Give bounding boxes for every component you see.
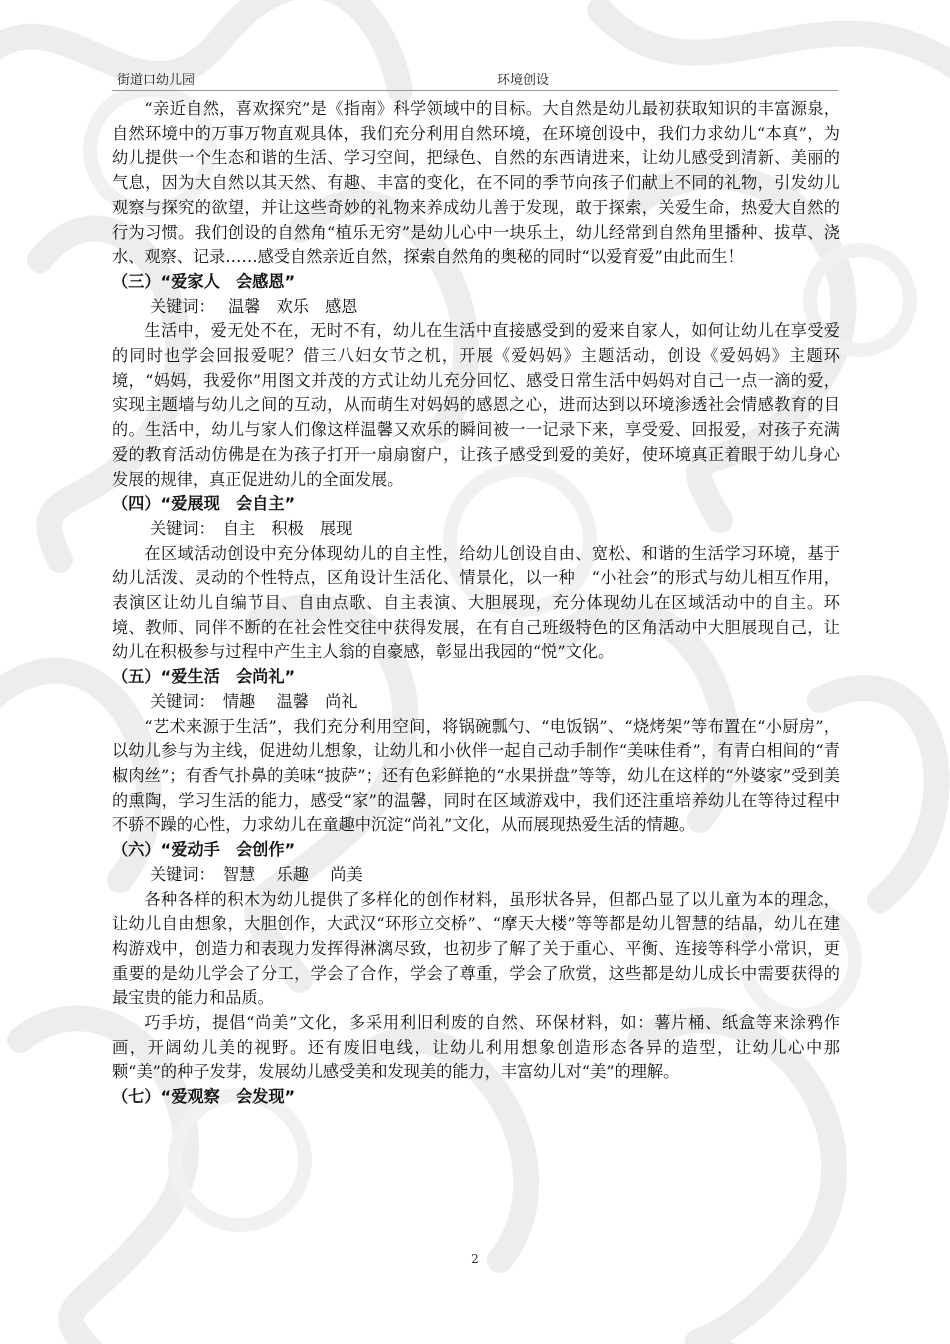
document-body — [112, 97, 840, 1110]
body-paragraph: 巧手坊，提倡“尚美”文化，多采用利旧利废的自然、环保材料，如：薯片桶、纸盒等来涂鸦作画，开阔幼儿美的视野。还有废旧电线，让幼儿利用想象创造形态各异的造型，让幼儿心中那颗“美”的种子发芽，发展幼儿感受美和发现美的能力，丰富幼儿对“美”的理解。 — [112, 1013, 840, 1082]
header-school-name: 街道口幼儿园 — [117, 73, 196, 88]
section-heading: （三）“爱家人 会感恩” — [112, 271, 296, 291]
body-paragraph: “亲近自然，喜欢探究”是《指南》科学领域中的目标。大自然是幼儿最初获取知识的丰富源泉，自然环境中的万事万物直观具体，我们充分利用自然环境，在环境创设中，我们力求幼儿“本真”，为幼儿提供一个生态和谐的生活、学习空间，把绿色、自然的东西请进来，让幼儿感受到清新、美丽的气息，因为大自然以其天然、有趣、丰富的变化，在不同的季节向孩子们献上不同的礼物，引发幼儿观察与探究的欲望，并让这些奇妙的礼物来养成幼儿善于发现，敢于探索，关爱生命，热爱大自然的行为习惯。我们创设的自然角“植乐无穷”是幼儿心中一块乐土，幼儿经常到自然角里播种、拔草、浇水、观察、记录……感受自然亲近自然，探索自然角的奥秘的同时“以爱育爱”由此而生！ — [112, 99, 840, 267]
section-heading: （四）“爱展现 会自主” — [112, 494, 296, 514]
section-heading: （五）“爱生活 会尚礼” — [112, 667, 296, 687]
body-paragraph: “艺术来源于生活”，我们充分利用空间，将锅碗瓢勺、“电饭锅”、“烧烤架”等布置在“小厨房”，以幼儿参与为主线，促进幼儿想象，让幼儿和小伙伴一起自己动手制作“美味佳肴”，有青白相间的“青椒肉丝”；有香气扑鼻的美味“披萨”；还有色彩鲜艳的“水果拼盘”等等，幼儿在这样的“外婆家”受到美的熏陶，学习生活的能力，感受“家”的温馨，同时在区域游戏中，我们还注重培养幼儿在等待过程中不骄不躁的心性，力求幼儿在童趣中沉淀“尚礼”文化，从而展现热爱生活的情趣。 — [112, 716, 840, 835]
keywords-line: 关键词： 温馨 欢乐 感恩 — [150, 296, 358, 316]
keywords-line: 关键词： 情趣 温馨 尚礼 — [150, 691, 358, 711]
section-heading: （六）“爱动手 会创作” — [112, 840, 296, 860]
keywords-line: 关键词： 自主 积极 展现 — [150, 518, 353, 538]
section-heading: （七）“爱观察 会发现” — [112, 1087, 296, 1107]
body-paragraph: 在区域活动创设中充分体现幼儿的自主性，给幼儿创设自由、宽松、和谐的生活学习环境，基于幼儿活泼、灵动的个性特点，区角设计生活化、情景化，以一种 “小社会”的形式与幼儿相互作用，表演区让幼儿自编节目、自由点歌、自主表演、大胆展现，充分体现幼儿在区域活动中的自主。环境、教师、同伴不断的在社会性交往中获得发展，在有自己班级特色的区角活动中大胆展现自己，让幼儿在积极参与过程中产生主人翁的自豪感，彰显出我园的“悦”文化。 — [112, 543, 840, 662]
header-section-title: 环境创设 — [497, 73, 550, 88]
keywords-line: 关键词： 智慧 乐趣 尚美 — [150, 864, 363, 884]
page-number: 2 — [471, 1252, 479, 1266]
header-divider — [112, 90, 838, 91]
body-paragraph: 各种各样的积木为幼儿提供了多样化的创作材料，虽形状各异，但都凸显了以儿童为本的理念，让幼儿自由想象，大胆创作，大武汉“环形立交桥”、“摩天大楼”等等都是幼儿智慧的结晶，幼儿在建构游戏中，创造力和表现力发挥得淋漓尽致，也初步了解了关于重心、平衡、连接等科学小常识，更重要的是幼儿学会了分工，学会了合作，学会了尊重，学会了欣赏，这些都是幼儿成长中需要获得的最宝贵的能力和品质。 — [112, 889, 840, 1008]
body-paragraph: 生活中，爱无处不在，无时不有，幼儿在生活中直接感受到的爱来自家人，如何让幼儿在享受爱的同时也学会回报爱呢？借三八妇女节之机，开展《爱妈妈》主题活动，创设《爱妈妈》主题环境，“妈妈，我爱你”用图文并茂的方式让幼儿充分回忆、感受日常生活中妈妈对自己一点一滴的爱，实现主题墙与幼儿之间的互动，从而萌生对妈妈的感恩之心，进而达到以环境渗透社会情感教育的目的。生活中，幼儿与家人们像这样温馨又欢乐的瞬间被一一记录下来，享受爱、回报爱，对孩子充满爱的教育活动仿佛是在为孩子打开一扇扇窗户，让孩子感受到爱的美好，使环境真正着眼于幼儿身心发展的规律，真正促进幼儿的全面发展。 — [112, 321, 840, 489]
